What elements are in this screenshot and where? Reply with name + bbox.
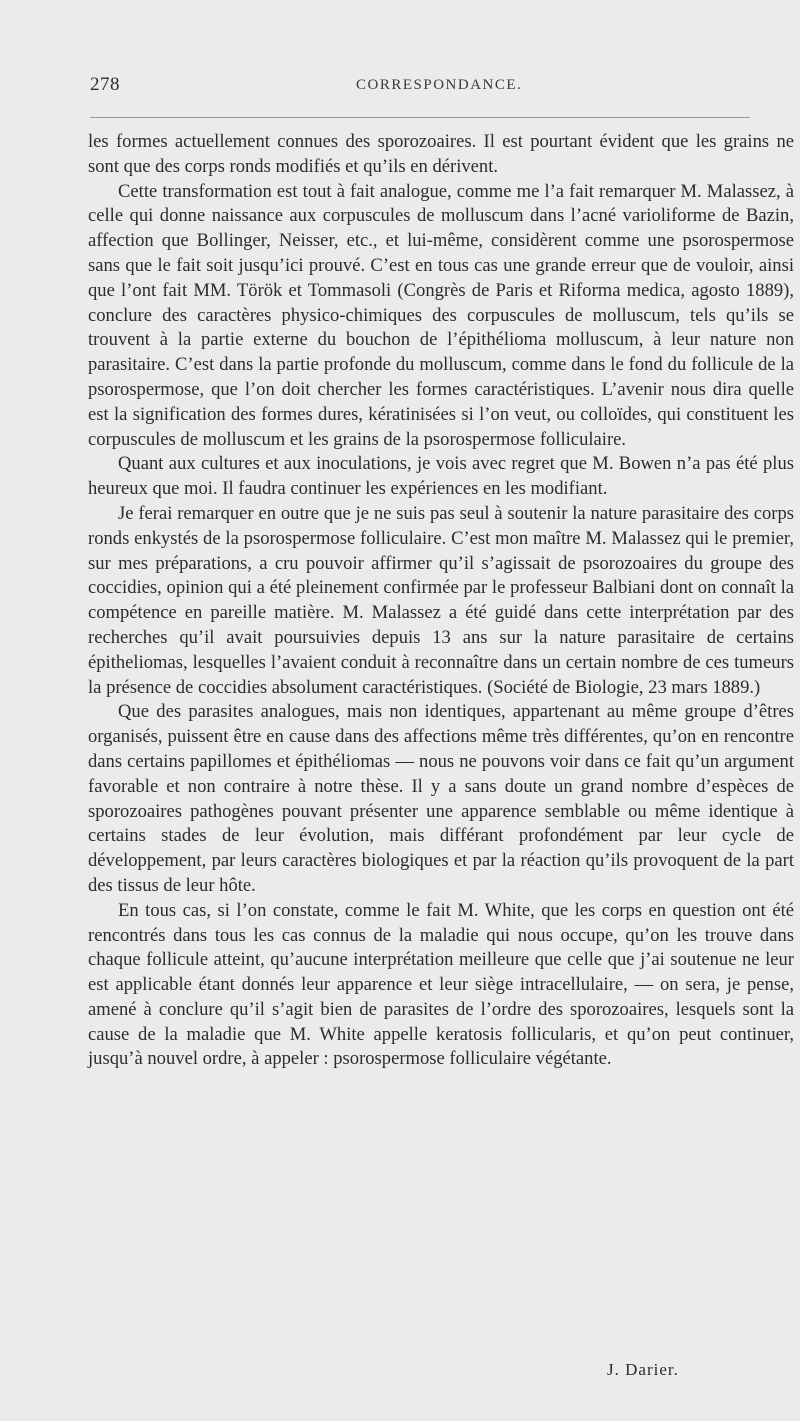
body-text	[88, 130, 794, 1072]
header-rule	[90, 117, 750, 118]
paragraph: Je ferai remarquer en outre que je ne suis pas seul à soutenir la nature parasitaire des corps ronds enkystés de la psorospermose folliculaire. C’est mon maître M. Malassez qui le premier, sur mes préparations, a cru pouvoir affirmer qu’il s’agissait de psorozoaires du groupe des coccidies, opinion qui a été pleinement confirmée par le professeur Balbiani dont on connaît la compétence en pareille matière. M. Malassez a été guidé dans cette interprétation par des recherches qu’il avait poursuivies depuis 13 ans sur la nature parasitaire de certains épitheliomas, lesquelles l’avaient conduit à reconnaître dans un certain nombre de ces tumeurs la présence de coccidies absolument caractéristiques. (Société de Biologie, 23 mars 1889.)	[88, 502, 794, 698]
paragraph: Que des parasites analogues, mais non identiques, appartenant au même groupe d’êtres organisés, puissent être en cause dans des affections même très différentes, qu’on en rencontre dans certains papillomes et épithéliomas — nous ne pouvons voir dans ce fait qu’un argument favorable et non contraire à notre thèse. Il y a sans doute un grand nombre d’espèces de sporozoaires pathogènes pouvant présenter une apparence semblable ou même identique à certains stades de leur évolution, mais différant profondément par leur cycle de développement, par leurs caractères biologiques et par la réaction qu’ils provoquent de la part des tissus de leur hôte.	[88, 701, 794, 896]
page-header	[90, 74, 790, 104]
paragraph: les formes actuellement connues des sporozoaires. Il est pourtant évident que les grains ne sont que des corps ronds modifiés et qu’ils en dérivent.	[88, 131, 794, 177]
page-number: 278	[90, 74, 120, 95]
paragraph: Quant aux cultures et aux inoculations, je vois avec regret que M. Bowen n’a pas été plus heureux que moi. Il faudra continuer les expériences en les modifiant.	[88, 453, 794, 500]
running-head: CORRESPONDANCE.	[356, 77, 523, 93]
author-signature: J. Darier.	[607, 1360, 679, 1379]
paragraph: Cette transformation est tout à fait analogue, comme me l’a fait remarquer M. Malassez, à celle qui donne naissance aux corpuscules de molluscum dans l’acné varioliforme de Bazin, affection que Bollinger, Neisser, etc., et lui-même, considèrent comme une psorospermose sans que le fait soit jusqu’ici prouvé. C’est en tous cas une grande erreur que de vouloir, ainsi que l’ont fait MM. Török et Tommasoli (Congrès de Paris et Riforma medica, agosto 1889), conclure des caractères physico-chimiques des corpuscules de molluscum, tels qu’ils se trouvent à la partie externe du bouchon de l’épithélioma molluscum, à leur nature non parasitaire. C’est dans la partie profonde du molluscum, comme dans le fond du follicule de la psorospermose, que l’on doit chercher les formes caractéristiques. L’avenir nous dira quelle est la signification des formes dures, kératinisées si l’on veut, ou colloïdes, qui constituent les corpuscules de molluscum et les grains de la psorospermose folliculaire.	[88, 180, 794, 450]
paragraph: En tous cas, si l’on constate, comme le fait M. White, que les corps en question ont été rencontrés dans tous les cas connus de la maladie qui nous occupe, qu’on les trouve dans chaque follicule atteint, qu’aucune interprétation meilleure que celle que j’ai soutenue ne leur est applicable étant donnés leur apparence et leur siège intracellulaire, — on sera, je pense, amené à conclure qu’il s’agit bien de parasites de l’ordre des sporozoaires, lesquels sont la cause de la maladie que M. White appelle keratosis follicularis, et qu’on peut continuer, jusqu’à nouvel ordre, à appeler : psorospermose folliculaire végétante.	[88, 899, 794, 1070]
